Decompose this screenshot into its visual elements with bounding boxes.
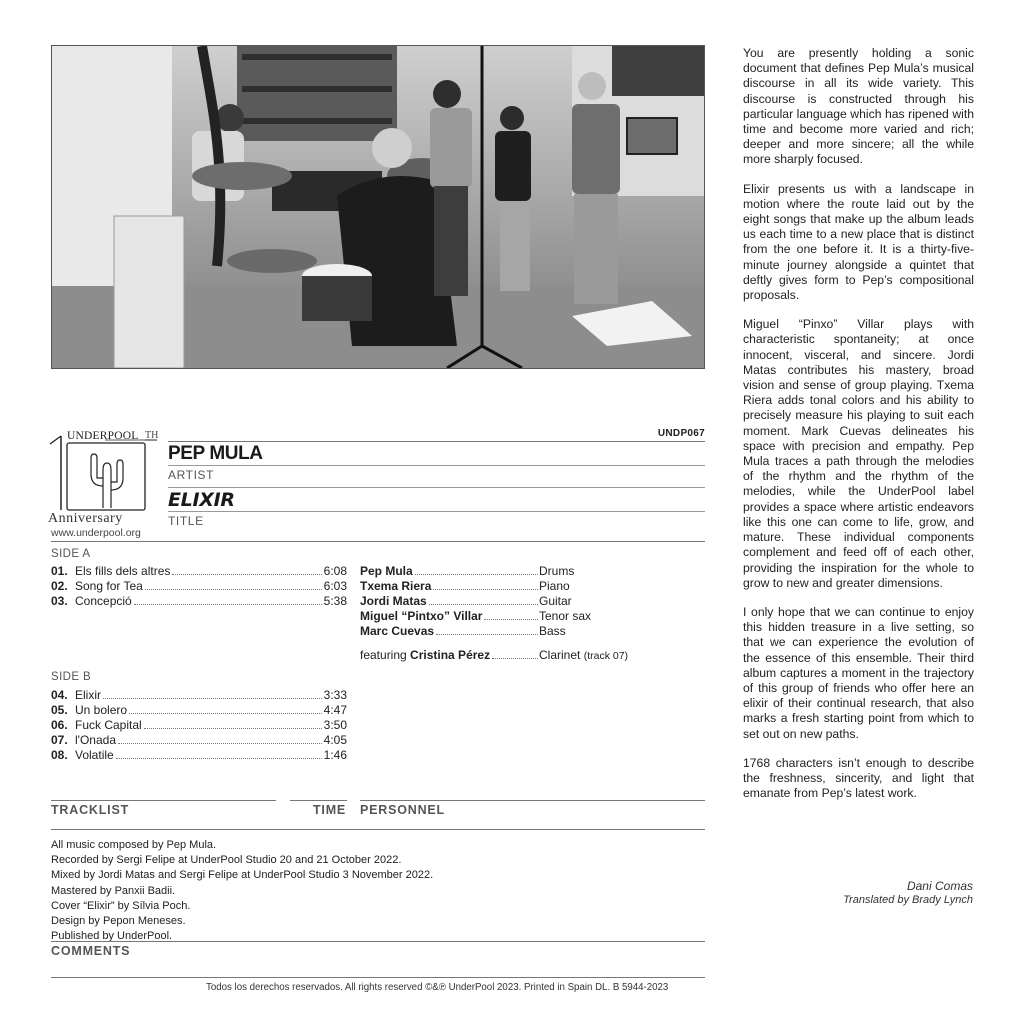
track-time: 6:08 [323,564,347,578]
tracklist-label: TRACKLIST [51,803,130,817]
musician-name: Marc Cuevas [360,624,435,638]
album-title: ELIXIR [168,489,235,511]
musician-instrument: Bass [539,624,566,638]
cactus-ten-icon [45,430,163,514]
divider [51,941,705,942]
divider [168,487,705,488]
track-number: 04. [51,688,68,702]
essay-paragraph: Elixir presents us with a landscape in motion where the route laid out by the eight songs that make up the album leads us each time to a new place that is distinct from the one before it. It is a thirty-five-minute journey alongside a quintet that deftly gives form to Pep’s compositional proposals. [743,181,974,303]
track-name: Els fills dels altres [75,564,171,578]
credit-line: Design by Pepon Meneses. [51,915,186,928]
divider [168,465,705,466]
track-time: 4:05 [323,733,347,747]
track-row [51,748,347,763]
credit-line: Published by UnderPool. [51,930,173,943]
signature [843,879,973,906]
divider [360,800,705,801]
track-row [51,703,347,718]
featuring-row [360,648,540,663]
track-number: 06. [51,718,68,732]
side-b-label: SIDE B [51,671,92,683]
artist-label: ARTIST [168,468,215,482]
musician-instrument: Tenor sax [539,609,592,623]
credit-line: Cover “Elixir” by Sílvia Poch. [51,899,191,912]
track-name: Volatile [75,748,114,762]
essay-paragraph: 1768 characters isn’t enough to describe the freshness, sincerity, and light that emanate from Pep’s latest work. [743,755,974,801]
musician-instrument: Piano [539,579,570,593]
band-photo [51,45,705,369]
credit-line: Recorded by Sergi Felipe at UnderPool Studio 20 and 21 October 2022. [51,854,402,867]
featuring-instrument: Clarinet [539,648,581,662]
track-time: 5:38 [323,594,347,608]
track-time: 6:03 [323,579,347,593]
track-time: 3:33 [323,688,347,702]
divider [168,511,705,512]
divider [51,800,276,801]
logo-url: www.underpool.org [51,527,141,539]
featuring-instrument-wrap [539,648,628,662]
track-number: 03. [51,594,68,608]
divider [51,977,705,978]
musician-name: Pep Mula [360,564,413,578]
musician-instrument: Guitar [539,594,572,608]
musician-name: Txema Riera [360,579,432,593]
track-number: 02. [51,579,68,593]
author-name: Dani Comas [906,879,973,893]
title-label: TITLE [168,514,204,528]
band-recording-photo-icon [52,46,704,368]
personnel-row [360,594,540,609]
musician-instrument: Drums [539,564,575,578]
track-row [51,688,347,703]
track-number: 01. [51,564,68,578]
track-number: 05. [51,703,68,717]
track-time: 1:46 [323,748,347,762]
track-row [51,718,347,733]
track-row [51,579,347,594]
featuring-prefix: featuring [360,648,407,662]
track-time: 4:47 [323,703,347,717]
track-name: Elixir [75,688,101,702]
credit-line: All music composed by Pep Mula. [51,839,217,851]
artist-name: PEP MULA [168,443,263,464]
essay-paragraph: Miguel “Pinxo” Villar plays with characteristic spontaneity; at once innocent, visceral, and sincere. Jordi Matas contributes his mastery, broad vision and sense of group playing. Txema Riera adds tonal colors and his ability to precisely measure his playing to suit each moment. Mark Cuevas delineates his space with precision and empathy. Pep Mula traces a path through the melodies of the rhythm and the rhythm of the melodies, while the UnderPool label provides a space where artistic endeavors like this one can come to life, grow, and mature. These individual components complement and feed off of each other, providing the inspiration for the whole to grow to new and greater dimensions. [743,317,974,590]
track-name: Song for Tea [75,579,143,593]
liner-notes [743,46,974,815]
divider [290,800,347,801]
logo-title: UNDERPOOL [67,430,139,442]
personnel-row [360,564,540,579]
catalog-number: UNDP067 [657,428,705,439]
copyright-line: Todos los derechos reservados. All rights reserved ©&℗ UnderPool 2023. Printed in Spain DL. B 5944-2023 [206,982,669,993]
time-label: TIME [313,803,347,817]
logo-th: TH [145,430,159,441]
translator-credit: Translated by Brady Lynch [843,894,973,906]
musician-name: Miguel “Pintxo” Villar [360,609,483,623]
featuring-note: (track 07) [583,650,629,662]
track-row [51,564,347,579]
credits-block [51,838,433,944]
personnel-row [360,624,540,639]
track-number: 08. [51,748,68,762]
side-a-label: SIDE A [51,548,91,560]
track-row [51,594,347,609]
essay-paragraph: I only hope that we can continue to enjoy this hidden treasure in a live setting, so that we can experience the evolution of the essence of this ensemble. Their third album captures a moment in the trajectory of this group of friends who offer here an elixir of their continual research, that also marks a fresh starting point from which to set out on new paths. [743,604,974,741]
personnel-row [360,579,540,594]
divider [168,441,705,442]
track-name: Fuck Capital [75,718,142,732]
musician-name: Jordi Matas [360,594,427,608]
track-time: 3:50 [323,718,347,732]
credit-line: Mixed by Jordi Matas and Sergi Felipe at UnderPool Studio 3 November 2022. [51,869,434,882]
credit-line: Mastered by Panxii Badii. [51,884,176,897]
track-number: 07. [51,733,68,747]
track-row [51,733,347,748]
essay-paragraph: You are presently holding a sonic document that defines Pep Mula’s musical discourse in all its wide variety. This discourse is constructed through his particular language which has ripened with time and become more varied and rich; deeper and more sincere; all the while more sharply focused. [743,46,974,167]
track-name: l'Onada [75,733,116,747]
featuring-name: Cristina Pérez [410,648,491,662]
track-name: Concepció [75,594,132,608]
personnel-row [360,609,540,624]
track-name: Un bolero [75,703,128,717]
personnel-label: PERSONNEL [360,803,445,817]
divider [51,829,705,830]
underpool-anniversary-logo [45,430,163,540]
comments-label: COMMENTS [51,944,131,958]
logo-anniversary: Anniversary [48,511,123,526]
divider [51,541,705,542]
